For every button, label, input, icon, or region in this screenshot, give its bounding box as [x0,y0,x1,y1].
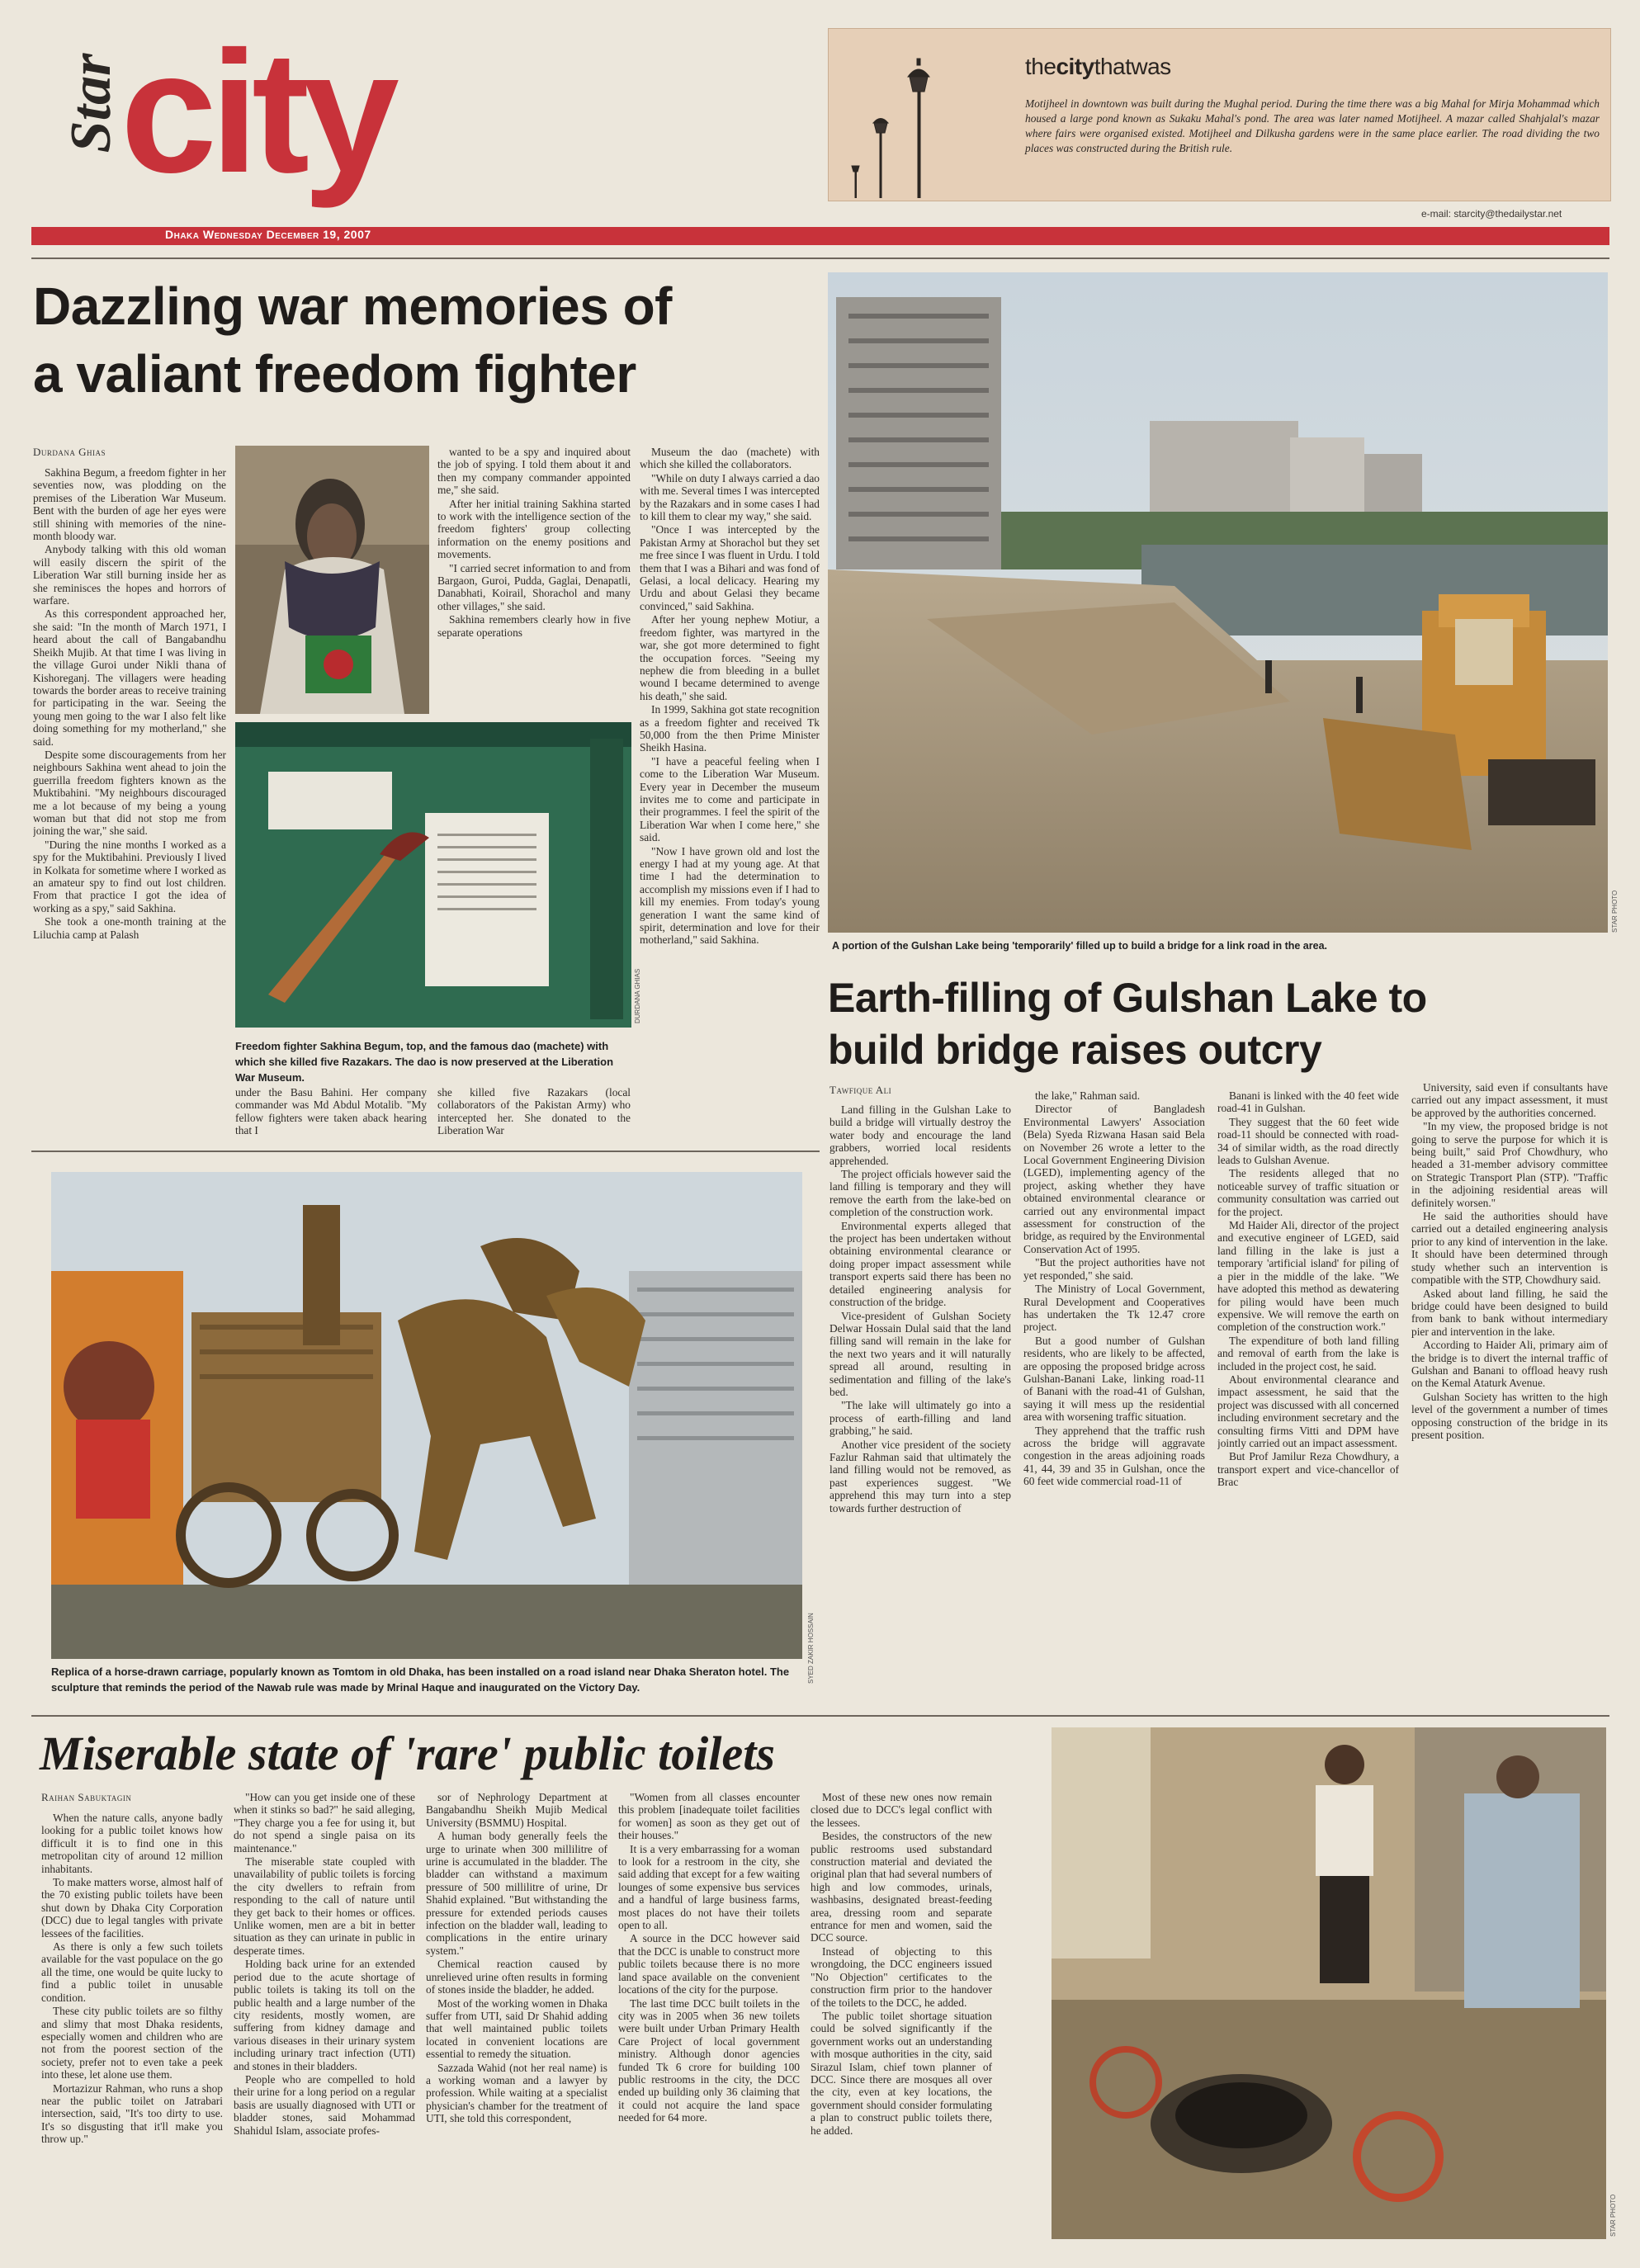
article-paragraph: the lake," Rahman said. [1035,1089,1141,1102]
article-paragraph: To make matters worse, almost half of the 70 existing public toilets have been shut down by Dhaka City Corporation (DCC) due to legal tangles with private lessees of the facilities. [41,1876,223,1940]
story3-col5 [811,1791,992,2249]
article-paragraph: They suggest that the 60 feet wide road-11 should be connected with road-34 of similar width, as the road directly leads to Gulshan Avenue. [1217,1115,1399,1167]
story1-bottom-b: she killed five Razakars (local collaborators of the Pakistan Army) who intercepted her. She donated to the Liberation War [437,1086,631,1137]
dao-photo [235,722,631,1028]
mid-rule [31,1151,820,1152]
story3-byline: Raihan Sabuktagin [41,1791,132,1803]
article-paragraph: Sazzada Wahid (not her real name) is a working woman and a lawyer by profession. While waiting at a specialist physician's chamber for the treatment of UTI, she told this correspondent, [426,2061,607,2125]
label-thatwas: thatwas [1094,54,1171,79]
article-paragraph: According to Haider Ali, primary aim of the bridge is to divert the internal traffic of Gulshan and Banani to offload heavy rush on the Kemal Ataturk Avenue. [1411,1339,1608,1390]
article-paragraph: Museum the dao (machete) with which she killed the collaborators. [640,446,820,471]
masthead-star: Star [59,53,123,154]
article-paragraph: The public toilet shortage situation could be solved significantly if the government works out an understanding with mosque authorities in the city, said Sirazul Islam, chief town planner of DCC. Since there are mosques all over the city, even at key locations, the government should consider formulating a plan to construct public toilets there, he added. [811,2009,992,2137]
article-paragraph: Most of the working women in Dhaka suffer from UTI, said Dr Shahid adding that well maintained public toilets located in convenient locations are essential to remedy the situation. [426,1996,607,2061]
story1-col1 [33,466,226,1139]
article-paragraph: Vice-president of Gulshan Society Delwar Hossain Dulal said that the land filling sand will remain in the lake for the next two years and it will naturally spread all around, resulting in sedimentation and filling of the lake's bed. [829,1309,1011,1398]
article-paragraph: They apprehend that the traffic rush across the bridge will aggravate congestion in the areas adjoining roads 41, 44, 39 and 35 in Gulshan, once the 60 feet wide commercial road-11 of [1023,1424,1205,1488]
story1-byline: Durdana Ghias [33,446,106,458]
tomtom-caption: Replica of a horse-drawn carriage, popularly known as Tomtom in old Dhaka, has been installed on a road island near Dhaka Sheraton hotel. The sculpture that reminds the period of the Nawab rule was made by Mrinal Haque and inaugurated on the Victory Day. [51,1666,790,1694]
article-paragraph: "The lake will ultimately go into a process of earth-filling and land grabbing," he said. [829,1399,1011,1438]
story2-headline-line2: build bridge raises outcry [828,1027,1322,1073]
article-paragraph: "I have a peaceful feeling when I come to the Liberation War Museum. Every year in December the museum invites me to come and participate in their programmes. I feel the spirit of the Liberation War when I come here," she said. [640,754,820,844]
dao-photo-credit: DURDANA GHIAS [634,968,641,1023]
city-that-was-text: Motijheel in downtown was built during the Mughal period. During the time there was a big Mahal for Mirja Mohammad which housed a large pond known as Sukaku Mahal's pond. The area was later named Motijheel. A mazar called Shahjalal's mazar where fairs were organised existed. Motijheel and Dilkusha gardens were in the same place earlier. The road dividing the two places was constructed during the British rule. [1025,97,1600,154]
public-toilet-photo [1052,1727,1606,2239]
article-paragraph: A human body generally feels the urge to urinate when 300 millilitre of urine is accumulated in the bladder. The bladder can withstand a maximum pressure of 500 millilitre of urine, Dr Shahid explained. "But withstanding the pressure for extended periods causes infection on the bladder wall, leading to complications in the entire urinary system." [426,1830,607,1957]
story1-col3 [640,446,820,1139]
email-line: e-mail: starcity@thedailystar.net [1421,208,1562,220]
story2-byline: Tawfique Ali [829,1084,892,1096]
article-paragraph: Banani is linked with the 40 feet wide road-41 in Gulshan. [1217,1089,1399,1115]
article-paragraph: "How can you get inside one of these when it stinks so bad?" he said alleging, "They charge you a fee for using it, but do not spend a single paisa on its maintenance." [234,1791,415,1855]
article-paragraph: People who are compelled to hold their urine for a long period on a regular basis are usually diagnosed with UTI or bladder stones, said Mohammad Shahidul Islam, associate profes- [234,2072,415,2137]
article-paragraph: These city public toilets are so filthy and slimy that most Dhaka residents, especially women and children who are not from the poorest section of the society, prefer not to even take a peek into these, let alone use them. [41,2005,223,2081]
article-paragraph: But a good number of Gulshan residents, who are likely to be affected, are opposing the proposed bridge across Gulshan-Banani Lake, linking road-11 of Banani with the road-41 of Gulshan, saying it will mess up the residential area with worsening traffic situation. [1023,1334,1205,1424]
masthead-city: city [121,15,393,209]
article-paragraph: Holding back urine for an extended period due to the acute shortage of public toilets is taking its toll on the public health and a large number of the city residents, mostly women, are suffering from kidney damage and various diseases in their urinary system including urinary tract infection (UTI) and stones in their bladders. [234,1958,415,2072]
article-paragraph: "Once I was intercepted by the Pakistan Army at Shorachol but they set me free since I was fluent in Urdu. I told them that I was a Bihari and was fond of Gelasi, a local delicacy. Hearing my Urdu and about Gelasi they became convinced," said Sakhina. [640,523,820,612]
story1-headline [33,272,817,408]
article-paragraph: Sakhina Begum, a freedom fighter in her seventies now, was plodding on the premises of the Liberation War Museum. Bent with the burden of age her eyes were still shining with memories of the nine-month bloody war. [33,466,226,543]
article-paragraph: Anybody talking with this old woman will easily discern the spirit of the Liberation War still burning inside her as she reminisces the hopes and horrors of warfare. [33,543,226,607]
story1-col2 [437,446,631,714]
tomtom-photo-credit: SYED ZAKIR HOSSAIN [807,1613,815,1684]
article-paragraph: "But the project authorities have not yet responded," she said. [1023,1256,1205,1282]
article-paragraph: "I carried secret information to and from Bargaon, Guroi, Pudda, Gaglai, Denapatli, Danabhati, Koirail, Shorachol and many other villages," she said. [437,561,631,612]
story1-headline-line1: Dazzling war memories of [33,276,672,336]
article-paragraph: The project officials however said the land filling is temporary and they will remove the earth from the lake-bed on completion of the construction work. [829,1168,1011,1219]
label-the: the [1025,54,1056,79]
story3-headline: Miserable state of 'rare' public toilets [40,1727,775,1780]
article-paragraph: "Women from all classes encounter this problem [inadequate toilet facilities for women] as soon as they get out of their houses." [618,1791,800,1842]
story2-col2 [1023,1089,1205,1702]
story2-headline [828,972,1608,1076]
article-paragraph: "While on duty I always carried a dao with me. Several times I was intercepted by the Razakars and in some cases I had to kill them to clear my way," she said. [640,471,820,523]
article-paragraph: He said the authorities should have carried out a detailed engineering analysis prior to any kind of intervention in the lake. It should have been determined through study whether such an intervention is compatible with the STP, Chowdhury said. [1411,1210,1608,1287]
article-paragraph: Instead of objecting to this wrongdoing, the DCC engineers issued "No Objection" certificates to the construction firm prior to the handover of the toilets to the DCC, he added. [811,1944,992,2009]
article-paragraph: "Now I have grown old and lost the energy I had at my young age. At that time I had the determination to accomplish my missions even if I had to kill my enemies. From today's young generation I want the same kind of spirit, determination and love for their motherland," said Sakhina. [640,844,820,947]
street-lamp-illustration [837,37,961,198]
article-paragraph: The expenditure of both land filling and removal of earth from the lake is included in the project cost, he said. [1217,1334,1399,1373]
article-paragraph: "During the nine months I worked as a spy for the Muktibahini. Previously I lived in Kolkata for sometime where I worked as an amateur spy to find out lost children. From that practice I got the idea of working as a spy," said Sakhina. [33,838,226,914]
article-paragraph: Besides, the constructors of the new public restrooms used substandard construction material and deviated the original plan that had several numbers of high and low commodes, urinals, washbasins, designated breast-feeding area, dressing room and separate entrance for men and women, said the DCC source. [811,1830,992,1944]
article-paragraph: After her initial training Sakhina started to work with the intelligence section of the freedom fighters' group collecting information on the enemy positions and movements. [437,497,631,561]
article-paragraph: In 1999, Sakhina got state recognition as a freedom fighter and received Tk 50,000 from the then Prime Minister Sheikh Hasina. [640,703,820,754]
article-paragraph: When the nature calls, anyone badly looking for a public toilet knows how difficult it is to find one in this metropolitan city of around 12 million inhabitants. [41,1812,223,1875]
article-paragraph: As this correspondent approached her, she said: "In the month of March 1971, I heard about the call of Bangabandhu Sheikh Mujib. At that time I was living in the village Guroi under Nikli thana of Kishoreganj. The villagers were heading towards the border areas to receive training for participating in the war. Seeing the young men going to the war I also felt like doing something for my motherland," she said. [33,607,226,748]
story3-col3 [426,1791,607,2249]
article-paragraph: But Prof Jamilur Reza Chowdhury, a transport expert and vice-chancellor of Brac [1217,1450,1399,1489]
article-paragraph: The residents alleged that no noticeable survey of traffic situation or community consultation was carried out for the project. [1217,1167,1399,1218]
story3-col1 [41,1812,223,2249]
article-paragraph: She took a one-month training at the Liluchia camp at Palash [33,915,226,941]
article-paragraph: Mortazizur Rahman, who runs a shop near the public toilet on Jatrabari intersection, said, "It's too dirty to use. It's so disgusting that it'll make you throw up." [41,2081,223,2146]
article-paragraph: Another vice president of the society Fazlur Rahman said that ultimately the land filling would not be removed, as past experiences suggest. "We apprehend this may turn into a step towards further destruction of [829,1438,1011,1514]
article-paragraph: A source in the DCC however said that the DCC is unable to construct more public toilets because there is no more land space available on the convenient locations of the city for the purpose. [618,1932,800,1996]
gulshan-lake-photo [828,272,1608,933]
story2-col3 [1217,1089,1399,1702]
story1-bottom-a: under the Basu Bahini. Her company commander was Md Abdul Motalib. "My fellow fighters were taken aback hearing that I [235,1086,427,1137]
article-paragraph: wanted to be a spy and inquired about the job of spying. I told them about it and then my company commander appointed me," she said. [437,446,631,497]
article-paragraph: University, said even if consultants have carried out any impact assessment, it must be approved by the authorities concerned. [1411,1081,1608,1119]
article-paragraph: Asked about land filling, he said the bridge could have been designed to build from bank to bank without intermediary pier and intervention in the lake. [1411,1287,1608,1338]
article-paragraph: Md Haider Ali, director of the project and executive engineer of LGED, said land filling in the lake is just a temporary 'artificial island' for piling of a pier in the middle of the lake. "We have adopted this method as dewatering for piling would have been much expensive. We will remove the earth on completion of the construction work." [1217,1219,1399,1334]
dateline: Dhaka Wednesday December 19, 2007 [165,228,371,241]
sakhina-photo [235,446,429,714]
article-paragraph: The miserable state coupled with unavailability of public toilets is forcing the city dwellers to refrain from responding to the call of nature until they get back to their homes or offices. Unlike women, men are a bit in better situation as they can urinate in public in desperate times. [234,1855,415,1957]
story2-col1 [829,1103,1011,1702]
article-paragraph: It is a very embarrassing for a woman to look for a restroom in the city, she said adding that except for a few waiting lounges of some expensive bus services and a handful of large business farms, most places do not have their toilets open to all. [618,1842,800,1932]
city-that-was-box [828,28,1611,201]
gulshan-photo-credit: STAR PHOTO [1611,890,1619,933]
story2-col4 [1411,1081,1608,1702]
tomtom-photo [51,1172,802,1659]
dateline-bar [31,227,1609,245]
story3-col2 [234,1791,415,2249]
article-paragraph: Director of Bangladesh Environmental Lawyers' Association (Bela) Syeda Rizwana Hasan said Bela on November 26 wrote a letter to the Local Government Engineering Division (LGED), implementing agency of the project, asking whether they have obtained environmental clearance or carried out any environmental impact assessment for construction of the bridge, as required by the Environmental Conservation Act of 1995. [1023,1103,1205,1255]
top-rule [31,258,1609,259]
article-paragraph: sor of Nephrology Department at Bangabandhu Sheikh Mujib Medical University (BSMMU) Hospital. [426,1791,607,1829]
article-paragraph: After her young nephew Motiur, a freedom fighter, was martyred in the war, she got more determined to fight the occupation forces. "Seeing my nephew die from bleeding in a bullet wound I became determined to avenge his death," she said. [640,613,820,702]
toilet-photo-credit: STAR PHOTO [1609,2194,1617,2237]
article-paragraph: Chemical reaction caused by unrelieved urine often results in forming of stones inside the bladder, he added. [426,1958,607,1996]
article-paragraph: Gulshan Society has written to the high level of the government a number of times opposing construction of the bridge in its present position. [1411,1390,1608,1441]
lower-rule [31,1715,1609,1717]
story2-photo-caption: A portion of the Gulshan Lake being 'temporarily' filled up to build a bridge for a link road in the area. [832,940,1327,952]
article-paragraph: Most of these new ones now remain closed due to DCC's legal conflict with the lessees. [811,1791,992,1829]
story1-caption: Freedom fighter Sakhina Begum, top, and the famous dao (machete) with which she killed five Razakars. The dao is now preserved at the Liberation War Museum. [235,1040,614,1084]
article-paragraph: Environmental experts alleged that the project has been undertaken without obtaining environmental clearance or doing proper impact assessment while transport experts said there has been no detailed engineering analysis for construction of the bridge. [829,1219,1011,1309]
article-paragraph: As there is only a few such toilets available for the vast populace on the go all the time, one would be quite lucky to find a public toilet in unusable condition. [41,1940,223,2004]
article-paragraph: Sakhina remembers clearly how in five separate operations [437,613,631,639]
story2-headline-line1: Earth-filling of Gulshan Lake to [828,975,1427,1021]
article-paragraph: Despite some discouragements from her neighbours Sakhina went ahead to join the guerrilla freedom fighters known as the Muktibahini. "My neighbours discouraged me a lot because of my being a young woman but that did not stop me from joining the war," she said. [33,748,226,838]
story3-col4 [618,1791,800,2249]
story1-headline-line2: a valiant freedom fighter [33,344,636,404]
article-paragraph: About environmental clearance and impact assessment, he said that the project was discussed with all concerned including environment secretary and the consulting firms Vitti and DPM have jointly carried out an impact assessment. [1217,1373,1399,1449]
article-paragraph: "In my view, the proposed bridge is not going to serve the purpose for which it is being built," said Prof Chowdhury, who headed a 31-member advisory committee on Strategic Transport Plan (STP). "Traffic in the adjoining residential areas will definitely worsen." [1411,1120,1608,1209]
city-that-was-label [1025,54,1171,80]
article-paragraph: Land filling in the Gulshan Lake to build a bridge will virtually destroy the water body and encourage the land grabbers, worried local residents apprehended. [829,1103,1011,1167]
label-city: city [1056,54,1094,79]
article-paragraph: The Ministry of Local Government, Rural Development and Cooperatives has undertaken the Tk 12.47 crore project. [1023,1283,1205,1334]
article-paragraph: The last time DCC built toilets in the city was in 2005 when 36 new toilets were built under Urban Primary Health Care Project of local government ministry. Although donor agencies funded Tk 6 crore for building 100 public restrooms in the city, the DCC ended up building only 36 claiming that it could not acquire the land space needed for 64 more. [618,1996,800,2124]
